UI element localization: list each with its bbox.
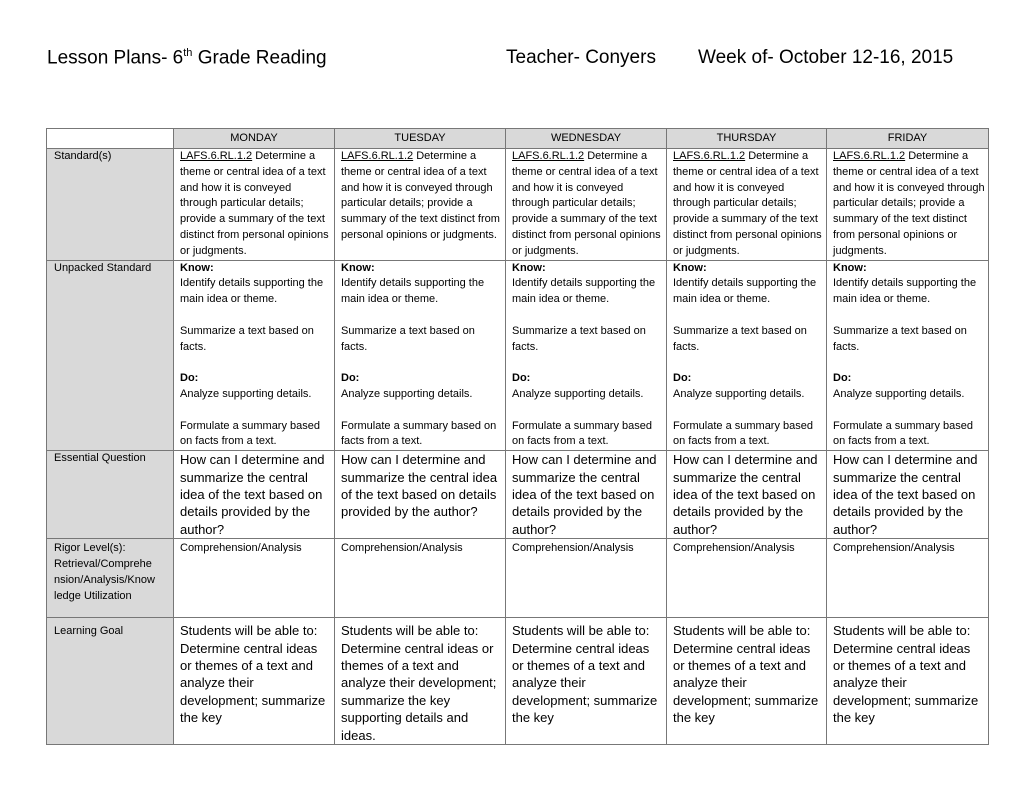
know-item: Identify details supporting the main idea or theme. — [833, 277, 977, 306]
learning-goal-cell: Students will be able to: Determine central ideas or themes of a text and analyze their development; summarize the key — [667, 618, 827, 745]
unpacked-cell — [667, 260, 827, 451]
learning-goal-cell: Students will be able to: Determine central ideas or themes of a text and analyze their development; summarize the key — [174, 618, 335, 745]
day-header-tuesday: TUESDAY — [335, 129, 506, 149]
do-label: Do: — [512, 372, 531, 385]
rigor-cell: Comprehension/Analysis — [667, 539, 827, 618]
standard-cell — [174, 149, 335, 261]
learning-goal-cell: Students will be able to: Determine central ideas or themes of a text and analyze their development; summarize the key — [506, 618, 667, 745]
unpacked-cell — [827, 260, 989, 451]
day-header-thursday: THURSDAY — [667, 129, 827, 149]
know-label: Know: — [180, 261, 214, 274]
standard-text: Determine a theme or central idea of a text and how it is conveyed through particular details; provide a summary of the text distinct from personal opinions or judgments. — [341, 150, 500, 241]
know-label: Know: — [512, 261, 546, 274]
rigor-cell: Comprehension/Analysis — [335, 539, 506, 618]
unpacked-cell — [174, 260, 335, 451]
teacher-name: Teacher- Conyers — [506, 47, 656, 68]
day-header-row — [47, 129, 989, 149]
row-label-unpacked: Unpacked Standard — [47, 260, 174, 451]
unpacked-cell — [335, 260, 506, 451]
standard-cell — [506, 149, 667, 261]
know-label: Know: — [341, 261, 375, 274]
corner-cell — [47, 129, 174, 149]
standard-code: LAFS.6.RL.1.2 — [180, 150, 253, 162]
standard-text: Determine a theme or central idea of a text and how it is conveyed through particular details; provide a summary of the text distinct from personal opinions or judgments. — [673, 150, 822, 257]
do-item: Analyze supporting details. — [673, 387, 805, 400]
do-item: Analyze supporting details. — [512, 387, 644, 400]
do-label: Do: — [180, 372, 199, 385]
standard-cell — [667, 149, 827, 261]
essential-question-row — [47, 451, 989, 539]
standard-code: LAFS.6.RL.1.2 — [673, 150, 746, 162]
day-header-friday: FRIDAY — [827, 129, 989, 149]
essential-question-cell: How can I determine and summarize the central idea of the text based on details provided by the author? — [506, 451, 667, 539]
rigor-row — [47, 539, 989, 618]
row-label-essential-question: Essential Question — [47, 451, 174, 539]
essential-question-cell: How can I determine and summarize the central idea of the text based on details provided by the author? — [667, 451, 827, 539]
rigor-cell: Comprehension/Analysis — [174, 539, 335, 618]
standards-row — [47, 149, 989, 261]
know-item: Identify details supporting the main idea or theme. — [512, 277, 656, 306]
know-item: Summarize a text based on facts. — [673, 324, 807, 353]
essential-question-cell: How can I determine and summarize the central idea of the text based on details provided by the author? — [174, 451, 335, 539]
do-item: Formulate a summary based on facts from a text. — [341, 419, 497, 448]
do-item: Analyze supporting details. — [180, 387, 312, 400]
do-item: Analyze supporting details. — [341, 387, 473, 400]
do-item: Analyze supporting details. — [833, 387, 965, 400]
standard-code: LAFS.6.RL.1.2 — [341, 150, 414, 162]
standard-code: LAFS.6.RL.1.2 — [512, 150, 585, 162]
do-label: Do: — [833, 372, 852, 385]
know-item: Summarize a text based on facts. — [833, 324, 967, 353]
title-superscript: th — [183, 47, 193, 59]
do-item: Formulate a summary based on facts from a text. — [180, 419, 320, 448]
standard-cell — [827, 149, 989, 261]
row-label-rigor: Rigor Level(s): Retrieval/Comprehe nsion/Analysis/Know ledge Utilization — [47, 539, 174, 618]
learning-goal-cell: Students will be able to: Determine central ideas or themes of a text and analyze their development; summarize the key — [827, 618, 989, 745]
do-item: Formulate a summary based on facts from a text. — [512, 419, 652, 448]
standard-text: Determine a theme or central idea of a text and how it is conveyed through particular details; provide a summary of the text distinct from personal opinions or judgments. — [833, 150, 985, 257]
do-label: Do: — [673, 372, 692, 385]
standard-text: Determine a theme or central idea of a text and how it is conveyed through particular details; provide a summary of the text distinct from personal opinions or judgments. — [512, 150, 661, 257]
week-of: Week of- October 12-16, 2015 — [698, 47, 954, 68]
unpacked-cell — [506, 260, 667, 451]
know-item: Summarize a text based on facts. — [180, 324, 314, 353]
standard-code: LAFS.6.RL.1.2 — [833, 150, 906, 162]
essential-question-cell: How can I determine and summarize the central idea of the text based on details provided by the author? — [335, 451, 506, 539]
do-label: Do: — [341, 372, 360, 385]
rigor-cell: Comprehension/Analysis — [506, 539, 667, 618]
row-label-standards: Standard(s) — [47, 149, 174, 261]
essential-question-cell: How can I determine and summarize the central idea of the text based on details provided by the author? — [827, 451, 989, 539]
know-item: Identify details supporting the main idea or theme. — [673, 277, 817, 306]
unpacked-row — [47, 260, 989, 451]
do-item: Formulate a summary based on facts from a text. — [833, 419, 973, 448]
know-item: Summarize a text based on facts. — [341, 324, 475, 353]
title-prefix: Lesson Plans- 6 — [47, 47, 184, 69]
day-header-wednesday: WEDNESDAY — [506, 129, 667, 149]
know-item: Summarize a text based on facts. — [512, 324, 646, 353]
know-item: Identify details supporting the main idea or theme. — [180, 277, 324, 306]
learning-goal-row — [47, 618, 989, 745]
lesson-plan-table — [46, 128, 989, 745]
learning-goal-cell: Students will be able to: Determine central ideas or themes of a text and analyze their development; summarize the key supporting details and ideas. — [335, 618, 506, 745]
rigor-cell: Comprehension/Analysis — [827, 539, 989, 618]
standard-text: Determine a theme or central idea of a text and how it is conveyed through particular details; provide a summary of the text distinct from personal opinions or judgments. — [180, 150, 329, 257]
title-suffix: Grade Reading — [192, 47, 327, 69]
row-label-learning-goal: Learning Goal — [47, 618, 174, 745]
know-label: Know: — [833, 261, 867, 274]
do-item: Formulate a summary based on facts from a text. — [673, 419, 813, 448]
page-title — [47, 47, 327, 69]
day-header-monday: MONDAY — [174, 129, 335, 149]
know-item: Identify details supporting the main idea or theme. — [341, 277, 485, 306]
know-label: Know: — [673, 261, 707, 274]
standard-cell — [335, 149, 506, 261]
